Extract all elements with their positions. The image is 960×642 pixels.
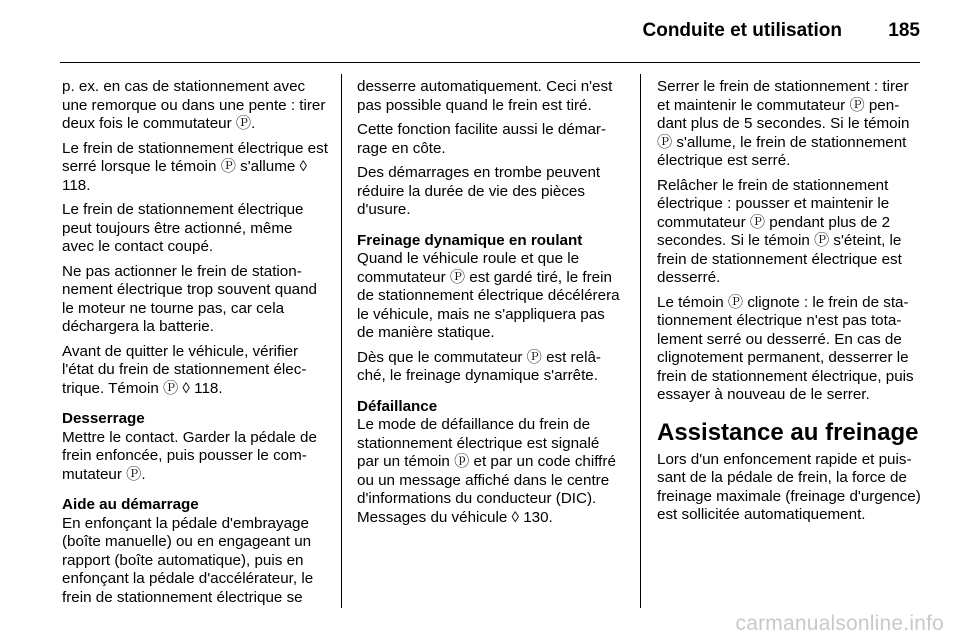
paragraph: Des démarrages en trombe peuvent réduire la durée de vie des pièces d'usure. — [357, 164, 601, 218]
subheading: Freinage dynamique en roulant — [357, 231, 583, 249]
paragraph: Le mode de défaillance du frein de stationnement électrique est signalé par un témoin ⓟ et par un code chiffré ou un message affiché dans le centre d'informations du conducteur (DIC). Messages du véhicule ◊ 130. — [357, 416, 616, 526]
paragraph: Avant de quitter le véhicule, vérifier l'état du frein de stationnement électrique. Témoin Ⓟ ◊ 118. — [62, 342, 307, 397]
text-column-3 — [657, 78, 923, 531]
paragraph: Le frein de stationnement électrique est serré lorsque le témoin Ⓟ s'allume ◊ 118. — [62, 139, 328, 194]
paragraph: Le frein de stationnement électrique peut toujours être actionné, même avec le contact coupé. — [62, 201, 304, 255]
page-header — [60, 0, 920, 63]
subheading: Aide au démarrage — [62, 496, 199, 513]
section-heading: Assistance au freinage — [657, 418, 919, 446]
paragraph: Dès que le commutateur Ⓟ est relâché, le freinage dynamique s'arrête. — [357, 348, 601, 384]
paragraph: Quand le véhicule roule et que le commutateur Ⓟ est gardé tiré, le frein de stationnement électrique décélérera le véhicule, mais ne s'appliquera pas de manière statique. — [357, 250, 620, 341]
paragraph: Serrer le frein de stationnement : tirer et maintenir le commutateur Ⓟ pendant plus de 5 secondes. Si le témoin Ⓟ s'allume, le frein de stationnement électrique est serré. — [657, 78, 910, 169]
subheading: Desserrage — [62, 410, 145, 427]
paragraph: Le témoin Ⓟ clignote : le frein de stationnement électrique n'est pas totalement serré ou desserré. En cas de clignotement permanent, desserrer le frein de stationnement électrique, puis essayer à nouveau de le serrer. — [657, 293, 914, 403]
subheading: Défaillance — [357, 397, 438, 415]
column-divider — [640, 74, 641, 608]
paragraph: Cette fonction facilite aussi le démarrage en côte. — [357, 121, 607, 157]
watermark: carmanualsonline.info — [735, 612, 944, 635]
section-title: Conduite et utilisation — [642, 20, 842, 41]
paragraph: Mettre le contact. Garder la pédale de frein enfoncée, puis pousser le commutateur Ⓟ. — [62, 428, 317, 483]
page-number: 185 — [888, 20, 920, 41]
column-divider — [341, 74, 342, 608]
text-column-1 — [62, 78, 328, 613]
paragraph: Relâcher le frein de stationnement électrique : pousser et maintenir le commutateur Ⓟ pendant plus de 2 secondes. Si le témoin Ⓟ s'éteint, le frein de stationnement électrique est desserré. — [657, 176, 902, 286]
paragraph: p. ex. en cas de stationnement avec une remorque ou dans une pente : tirer deux fois le commutateur Ⓟ. — [62, 78, 326, 132]
paragraph: Lors d'un enfoncement rapide et puissant de la pédale de frein, la force de freinage maximale (freinage d'urgence) est sollicitée automatiquement. — [657, 450, 921, 523]
text-column-2 — [357, 78, 623, 533]
paragraph: Ne pas actionner le frein de stationnement électrique trop souvent quand le moteur ne tourne pas, car cela déchargera la batterie. — [62, 262, 317, 335]
paragraph: En enfonçant la pédale d'embrayage (boîte manuelle) ou en engageant un rapport (boîte automatique), puis en enfonçant la pédale d'accélérateur, le frein de stationnement électrique se — [62, 514, 314, 606]
paragraph: desserre automatiquement. Ceci n'est pas possible quand le frein est tiré. — [357, 78, 613, 114]
